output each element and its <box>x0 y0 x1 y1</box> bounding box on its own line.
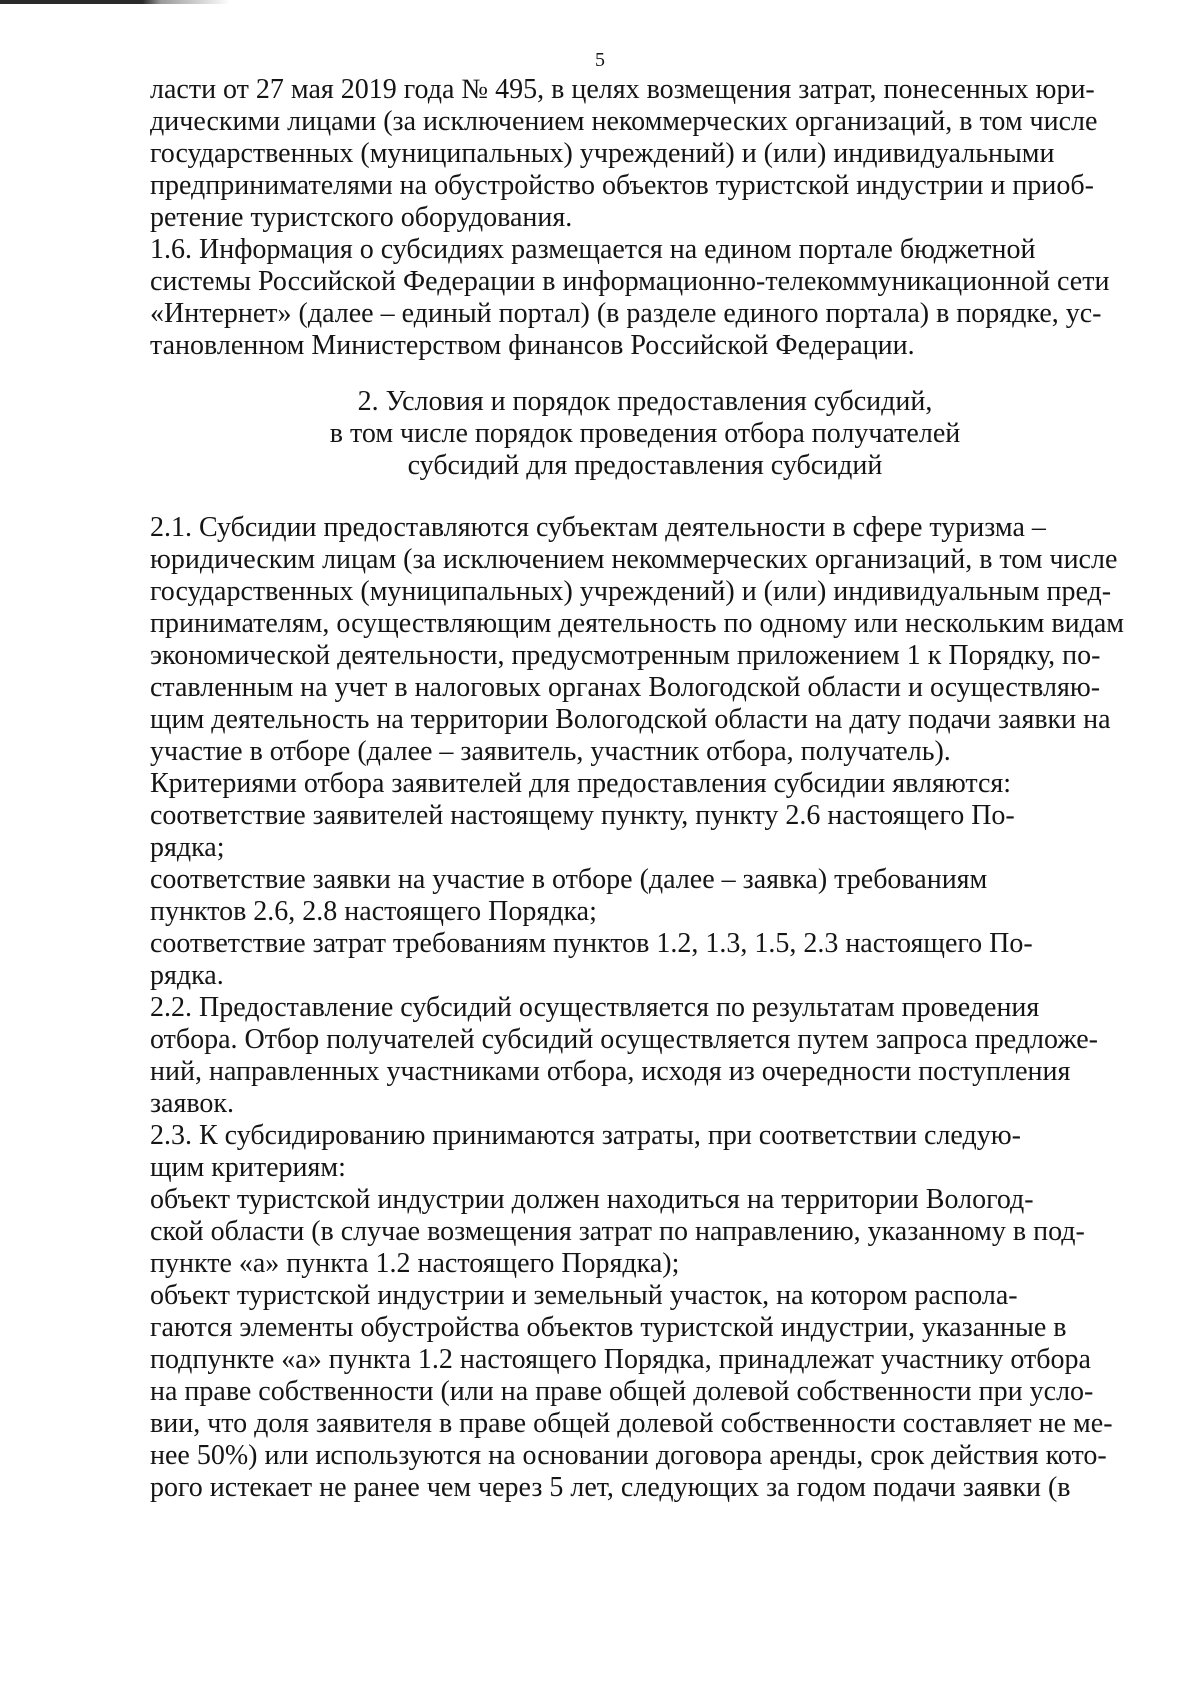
paragraph-criterion-applicants: соответствие заявителей настоящему пункту, пункту 2.6 настоящего По- рядка; <box>150 800 1015 863</box>
paragraph-1-6: 1.6. Информация о субсидиях размещается на едином портале бюджетной системы Российской Федерации в информационно-телекоммуникационной сети «Интернет» (далее – единый портал) (в разделе единого портала) в порядке, ус- тановленном Министерством финансов Российской Федерации. <box>150 234 1110 361</box>
paragraph-2-2: 2.2. Предоставление субсидий осуществляется по результатам проведения отбора. Отбор получателей субсидий осуществляется путем запроса предложе- ний, направленных участниками отбора, исходя из очередности поступления заявок. <box>150 992 1099 1119</box>
scan-edge-mark <box>0 0 230 4</box>
paragraph-criterion-application: соответствие заявки на участие в отборе (далее – заявка) требованиям пунктов 2.6, 2.8 настоящего Порядка; <box>150 864 988 927</box>
paragraph-criterion-costs: соответствие затрат требованиям пунктов 1.2, 1.3, 1.5, 2.3 настоящего По- рядка. <box>150 928 1033 991</box>
paragraph-selection-criteria: Критериями отбора заявителей для предоставления субсидии являются: <box>150 768 1012 799</box>
paragraph-object-ownership: объект туристской индустрии и земельный участок, на котором распола- гаются элементы обустройства объектов туристской индустрии, указанные в подпункте «а» пункта 1.2 настоящего Порядка, принадлежат участнику отбора на праве собственности (или на праве общей долевой собственности при усло- вии, что доля заявителя в праве общей долевой собственности составляет не ме- нее 50%) или используются на основании договора аренды, срок действия кото- рого истекает не ранее чем через 5 лет, следующих за годом подачи заявки (в <box>150 1280 1113 1503</box>
paragraph-1-5-continuation: ласти от 27 мая 2019 года № 495, в целях возмещения затрат, понесенных юри- дическими лицами (за исключением некоммерческих организаций, в том числе государственных (муниципальных) учреждений) и (или) индивидуальными предпринимателями на обустройство объектов туристской индустрии и приоб- ретение туристского оборудования. <box>150 74 1098 233</box>
paragraph-object-location: объект туристской индустрии должен находиться на территории Вологод- ской области (в случае возмещения затрат по направлению, указанному в под- пункте «а» пункта 1.2 настоящего Порядка); <box>150 1184 1085 1279</box>
page-number: 5 <box>595 49 605 71</box>
paragraph-2-3: 2.3. К субсидированию принимаются затраты, при соответствии следую- щим критериям: <box>150 1120 1021 1183</box>
document-body <box>150 74 1140 1504</box>
paragraph-2-1: 2.1. Субсидии предоставляются субъектам деятельности в сфере туризма – юридическим лицам (за исключением некоммерческих организаций, в том числе государственных (муниципальных) учреждений) и (или) индивидуальным пред- принимателям, осуществляющим деятельность по одному или нескольким видам экономической деятельности, предусмотренным приложением 1 к Порядку, по- ставленным на учет в налоговых органах Вологодской области и осуществляю- щим деятельность на территории Вологодской области на дату подачи заявки на участие в отборе (далее – заявитель, участник отбора, получатель). <box>150 512 1124 767</box>
section-heading: 2. Условия и порядок предоставления субсидий, в том числе порядок проведения отбора получателей субсидий для предоставления субсидий <box>329 386 961 481</box>
